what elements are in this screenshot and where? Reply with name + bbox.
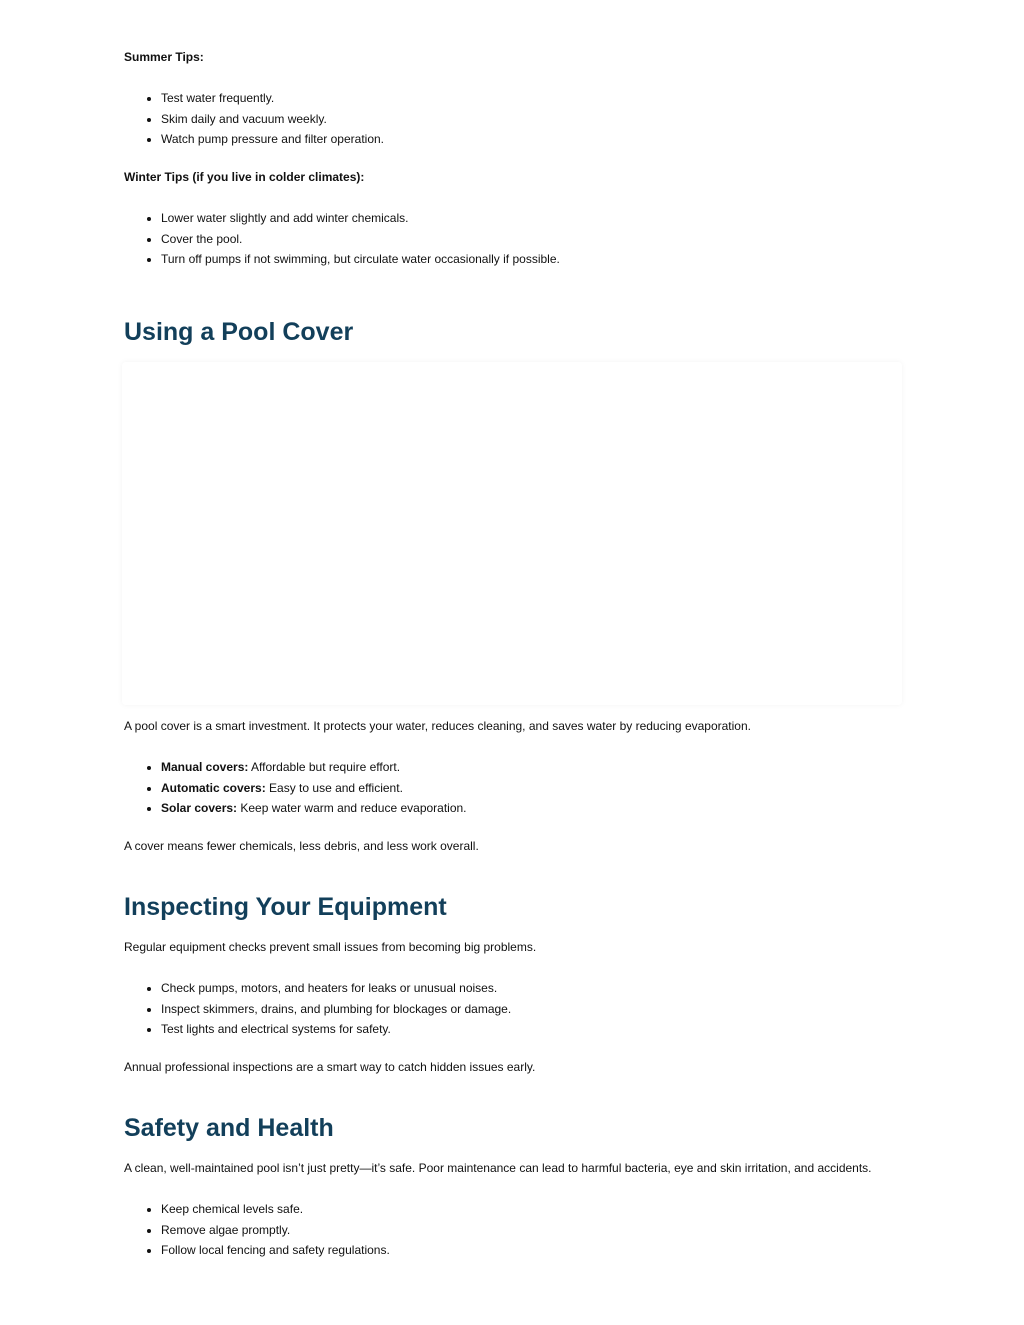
equipment-intro: Regular equipment checks prevent small issues from becoming big problems. <box>124 940 537 954</box>
pool-cover-image <box>122 362 902 705</box>
list-item: • Cover the pool. <box>161 229 560 250</box>
list-item: • Check pumps, motors, and heaters for leaks or unusual noises. <box>161 978 511 999</box>
list-item: • Keep chemical levels safe. <box>161 1199 390 1220</box>
list-item-label: Manual covers: <box>161 760 249 774</box>
equipment-outro: Annual professional inspections are a smart way to catch hidden issues early. <box>124 1060 536 1074</box>
summer-tips-list <box>124 88 384 150</box>
list-item <box>161 798 467 819</box>
equipment-list <box>124 978 511 1040</box>
list-item: • Test water frequently. <box>161 88 384 109</box>
list-item: • Watch pump pressure and filter operation. <box>161 129 384 150</box>
list-item-label: Solar covers: <box>161 801 238 815</box>
list-item: • Inspect skimmers, drains, and plumbing for blockages or damage. <box>161 999 511 1020</box>
section-heading-safety: Safety and Health <box>124 1114 334 1142</box>
list-item-text: Keep water warm and reduce evaporation. <box>237 801 467 815</box>
winter-tips-list <box>124 208 560 270</box>
safety-intro: A clean, well-maintained pool isn’t just pretty—it’s safe. Poor maintenance can lead to harmful bacteria, eye and skin irritation, and accidents. <box>124 1161 872 1175</box>
section-heading-pool-cover: Using a Pool Cover <box>124 318 354 346</box>
list-item <box>161 757 467 778</box>
list-item-text: Easy to use and efficient. <box>265 780 403 795</box>
list-item: • Turn off pumps if not swimming, but circulate water occasionally if possible. <box>161 249 560 270</box>
pool-cover-intro: A pool cover is a smart investment. It protects your water, reduces cleaning, and saves water by reducing evaporation. <box>124 719 751 733</box>
list-item: • Remove algae promptly. <box>161 1220 390 1241</box>
winter-tips-title: Winter Tips (if you live in colder climates): <box>124 170 365 184</box>
list-item-label: Automatic covers: <box>161 780 266 795</box>
pool-cover-list <box>124 757 467 819</box>
section-heading-equipment: Inspecting Your Equipment <box>124 893 447 921</box>
list-item: • Skim daily and vacuum weekly. <box>161 109 384 130</box>
list-item: • Test lights and electrical systems for safety. <box>161 1019 511 1040</box>
list-item <box>161 778 467 799</box>
list-item: • Lower water slightly and add winter chemicals. <box>161 208 560 229</box>
safety-list <box>124 1199 390 1261</box>
summer-tips-title: Summer Tips: <box>124 50 204 64</box>
pool-cover-outro: A cover means fewer chemicals, less debris, and less work overall. <box>124 839 479 853</box>
list-item: • Follow local fencing and safety regulations. <box>161 1240 390 1261</box>
list-item-text: Affordable but require effort. <box>248 760 401 774</box>
